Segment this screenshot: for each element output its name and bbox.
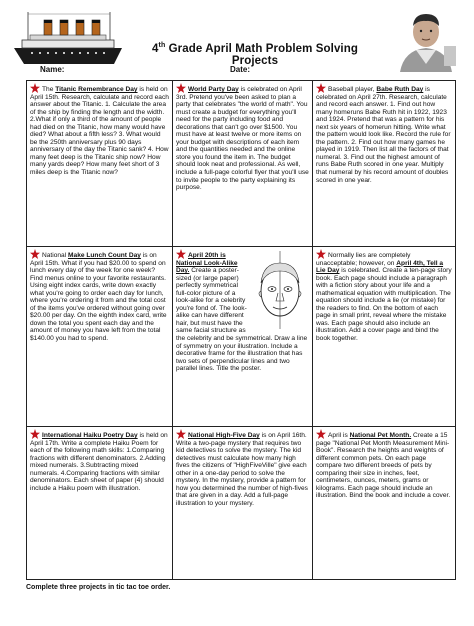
titanic-ship-image (10, 8, 130, 70)
project-cell-pet-month: April is National Pet Month. Create a 15 page "National Pet Month Measurement Mini-Book". Research the heights and weights of different common pets. On each page compare two different breeds of pets by comparing their size in inches, feet, centimeters, ounces, meters, grams or kilograms. Each page should include an illustration. Bind the book and include a cover. (313, 427, 455, 579)
symmetry-face-drawing (251, 251, 309, 329)
star-icon (176, 429, 186, 439)
project-cell-high-five: National High-Five Day is on April 16th. Write a two-page mystery that requires two kid detectives to solve the mystery. The kid detectives must calculate how many high fives the citizens of "HighFiveVille" give each other in a one-day period to solve the mystery. In the mystery, provide a pattern for how you determined the number of high-fives that are given in a day. Add a full-page illustration to your mystery. (173, 427, 313, 579)
star-icon (316, 83, 326, 93)
star-icon (30, 429, 40, 439)
star-icon (30, 249, 40, 259)
babe-ruth-photo (386, 6, 466, 72)
project-cell-haiku: International Haiku Poetry Day is held on April 17th. Write a complete Haiku Poem for each of the following math skills: 1.Comparing fractions with different denominators. 2.Adding mixed numerals. 3.Subtracting mixed numerals. 4.Comparing fractions with similar denominators. Each sheet of paper (4) should include a Haiku poem with illustration. (27, 427, 173, 579)
instructions-footer: Complete three projects in tic tac toe order. (26, 584, 171, 591)
project-cell-look-alike: April 20th is National Look-Alike Day. Create a poster-sized (or large paper) perfectly symmetrical full-color picture of a look-alike for a celebrity you're fond of. The look-alike can have different hair, but must have the same facial structure as the celebrity and be symmetrical. Draw a line of symmetry on your illustration. Include a decorative frame for the illustration that has two sets of perpendicular lines and two parallel lines. Title the poster. (173, 247, 313, 427)
name-date-line (40, 65, 370, 74)
project-cell-babe-ruth: Baseball player, Babe Ruth Day is celebrated on April 27th. Research, calculate and record each answer. 1. Find out how many homeruns Babe Ruth hit in 1922, 1923 and 1924. Pretend that was a pattern for his next six years of homerun hitting. Write what the pattern would look like. Record the rule for the pattern. 2. Find out how many games he played in 1919. Then list all the factors of that numeral. 3. Find out the highest amount of runs Babe Ruth scored in one year. Multiply that numeral by his record amount of doubles scored in one year. (313, 81, 455, 247)
page-title: 4th Grade April Math Problem Solving Projects (152, 42, 358, 67)
header (10, 6, 466, 76)
tic-tac-toe-grid (26, 80, 456, 580)
project-cell-world-party: World Party Day is celebrated on April 3rd. Pretend you've been asked to plan a party that celebrates "the world of math". You must create a budget for everything you'll need for the party including food and decorations that can't go over $1500. You must have at least twelve or more items on your budget with descriptions of each item and the quantities needed and the online store you found the item in. The budget should look neat and professional. As well, include a full-page colorful flyer that you'll use to invite people to the party explaining its purpose. (173, 81, 313, 247)
project-cell-make-lunch: National Make Lunch Count Day is on April 15th. What if you had $20.00 to spend on lunch every day of the week for one week? Find menus online to your favorite restaurants. Using eight index cards, write down exactly what you're going to order each day for lunch, where you're ordering it from and the total cost of the items you've ordered without going over $20.00 per day. On the eighth index card, write down the total you spent each day and the amount of money you have left from the total $140.00 you had to spend. (27, 247, 173, 427)
star-icon (30, 83, 40, 93)
name-label: Name: (40, 65, 65, 74)
worksheet-page (10, 6, 466, 620)
star-icon (176, 83, 186, 93)
date-label: Date: (230, 65, 251, 74)
star-icon (316, 429, 326, 439)
project-cell-tell-a-lie: Normally lies are completely unacceptable; however, on April 4th, Tell a Lie Day is celebrated. Create a ten-page story book. Each page should include a paragraph with a fiction story about your life and a mathematical equation with multiplication. The equation should include a lie (or mistake) for the readers to find. On the bottom of each page in small print, reveal where the mistake was. Each page should also include an illustration. Add a cover page and bind the book together. (313, 247, 455, 427)
star-icon (176, 249, 186, 259)
project-cell-titanic: The Titanic Remembrance Day is held on April 15th. Research, calculate and record each answer about the Titanic. 1. Calculate the area of the ship by finding the length and the width. 2.What if only a third of the amount of people had died on the Titanic, how many would have died? What about a fifth less? 3. What would be the 250th anniversary plus 90 days anniversary of the day the Titanic sank? 4. How many feet deep is the Titanic ship now? How many yards deep? How many feet short of 3 miles deep is the Titanic now? (27, 81, 173, 247)
star-icon (316, 249, 326, 259)
